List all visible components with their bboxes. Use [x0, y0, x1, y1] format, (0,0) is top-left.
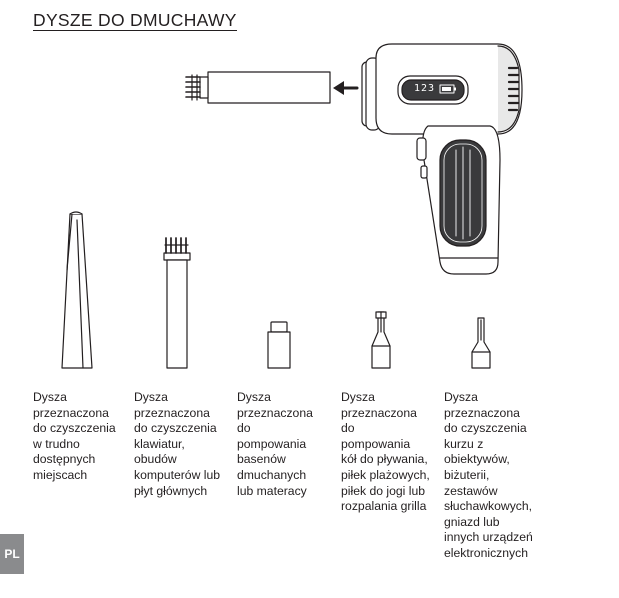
blower-device-illustration [362, 44, 522, 274]
nozzle-description-needle: Dysza przeznaczona do pompowania kół do pływania, piłek plażowych, piłek do jogi lub rozpalania grilla [341, 390, 430, 514]
short-nozzle-illustration [268, 322, 290, 368]
nozzle-description-brush: Dysza przeznaczona do czyszczenia klawiatur, obudów komputerów lub płyt głównych [134, 390, 221, 498]
nozzle-description-crevice: Dysza przeznaczona do czyszczenia w trudno dostępnych miejscach [33, 390, 116, 482]
brush-nozzle-illustration [164, 238, 190, 368]
page-title: DYSZE DO DMUCHAWY [33, 10, 237, 30]
device-display-text: 123 [414, 83, 436, 94]
brush-extension-illustration [186, 72, 330, 103]
fine-nozzle-illustration [472, 318, 490, 368]
needle-nozzle-illustration [372, 312, 390, 368]
nozzle-description-fine: Dysza przeznaczona do czyszczenia kurzu z obiektywów, biżuterii, zestawów słuchawkowych, gniazd lub innych urządzeń elektronicznych [444, 390, 533, 560]
insert-arrow-icon [333, 81, 357, 95]
language-tab: PL [0, 534, 24, 574]
nozzle-description-short: Dysza przeznaczona do pompowania basenów dmuchanych lub materacy [237, 390, 313, 498]
crevice-nozzle-illustration [62, 212, 92, 368]
